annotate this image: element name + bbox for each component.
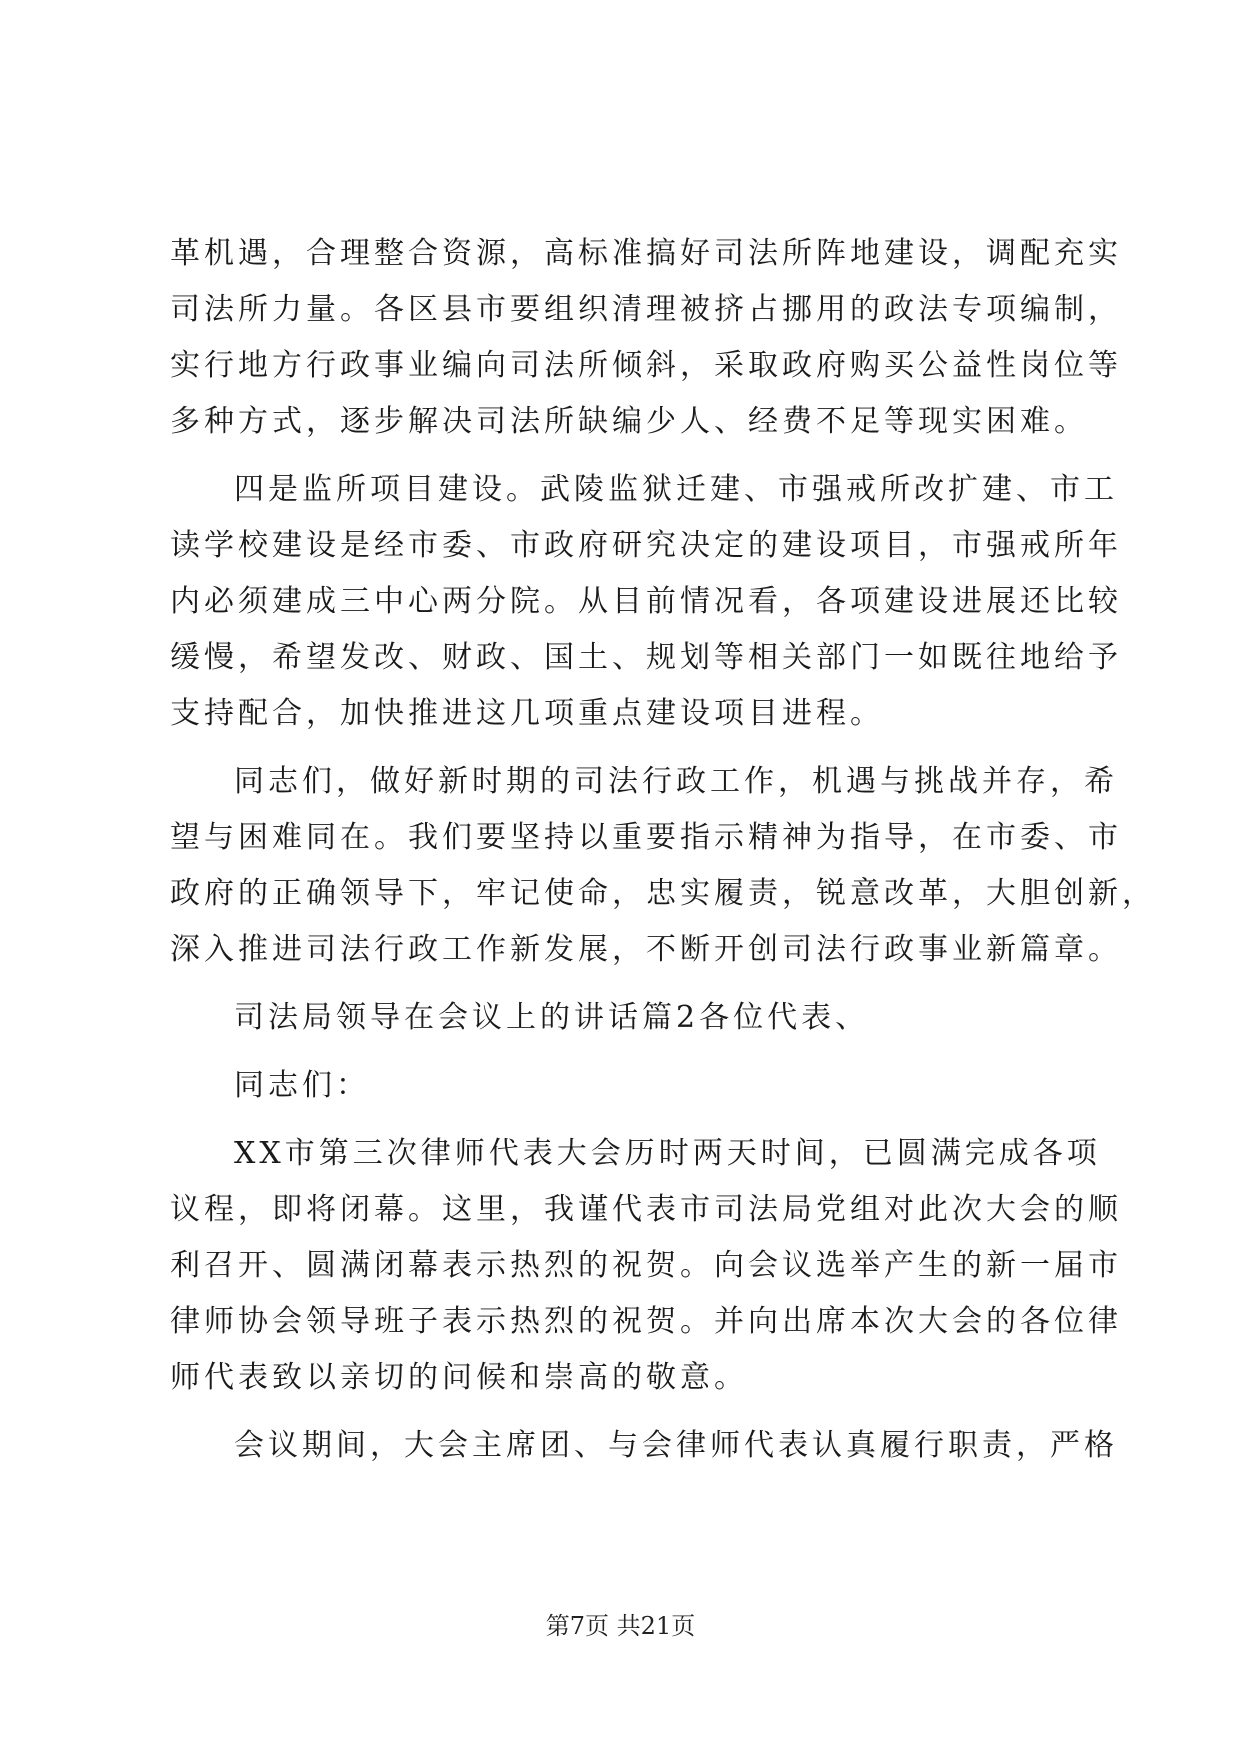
text-line: 政府的正确领导下，牢记使命，忠实履责，锐意改革，大胆创新， bbox=[170, 876, 1156, 911]
text-line: 司法所力量。各区县市要组织清理被挤占挪用的政法专项编制， bbox=[170, 292, 1122, 327]
text-line: 实行地方行政事业编向司法所倾斜，采取政府购买公益性岗位等 bbox=[170, 348, 1122, 383]
section-title bbox=[170, 990, 1092, 1046]
text-line: 律师协会领导班子表示热烈的祝贺。并向出席本次大会的各位律 bbox=[170, 1304, 1122, 1339]
paragraph bbox=[170, 754, 1156, 978]
text-line: 深入推进司法行政工作新发展，不断开创司法行政事业新篇章。 bbox=[170, 932, 1122, 967]
text-line: 内必须建成三中心两分院。从目前情况看，各项建设进展还比较 bbox=[170, 584, 1122, 619]
text-line: 多种方式，逐步解决司法所缺编少人、经费不足等现实困难。 bbox=[170, 404, 1088, 439]
text-line: 四是监所项目建设。武陵监狱迁建、市强戒所改扩建、市工 bbox=[234, 472, 1118, 507]
text-line: 同志们： bbox=[234, 1068, 370, 1103]
text-line: 同志们，做好新时期的司法行政工作，机遇与挑战并存，希 bbox=[234, 764, 1118, 799]
paragraph bbox=[170, 226, 1122, 450]
text-line: 议程，即将闭幕。这里，我谨代表市司法局党组对此次大会的顺 bbox=[170, 1192, 1122, 1227]
paragraph bbox=[170, 1418, 1118, 1474]
text-line: 缓慢，希望发改、财政、国土、规划等相关部门一如既往地给予 bbox=[170, 640, 1122, 675]
text-line: 支持配合，加快推进这几项重点建设项目进程。 bbox=[170, 696, 884, 731]
salutation bbox=[170, 1058, 1092, 1114]
paragraph bbox=[170, 1126, 1122, 1406]
paragraph bbox=[170, 462, 1122, 742]
text-line: 利召开、圆满闭幕表示热烈的祝贺。向会议选举产生的新一届市 bbox=[170, 1248, 1122, 1283]
text-line: 会议期间，大会主席团、与会律师代表认真履行职责，严格 bbox=[234, 1428, 1118, 1463]
text-line: 司法局领导在会议上的讲话篇2各位代表、 bbox=[234, 1000, 870, 1035]
document-body bbox=[170, 226, 1156, 1474]
text-line: 读学校建设是经市委、市政府研究决定的建设项目，市强戒所年 bbox=[170, 528, 1122, 563]
text-line: 革机遇，合理整合资源，高标准搞好司法所阵地建设，调配充实 bbox=[170, 236, 1122, 271]
text-line: 望与困难同在。我们要坚持以重要指示精神为指导，在市委、市 bbox=[170, 820, 1122, 855]
text-line: XX市第三次律师代表大会历时两天时间，已圆满完成各项 bbox=[234, 1136, 1101, 1171]
text-line: 师代表致以亲切的问候和崇高的敬意。 bbox=[170, 1360, 748, 1395]
page-number-footer: 第7页 共21页 bbox=[545, 1612, 696, 1640]
